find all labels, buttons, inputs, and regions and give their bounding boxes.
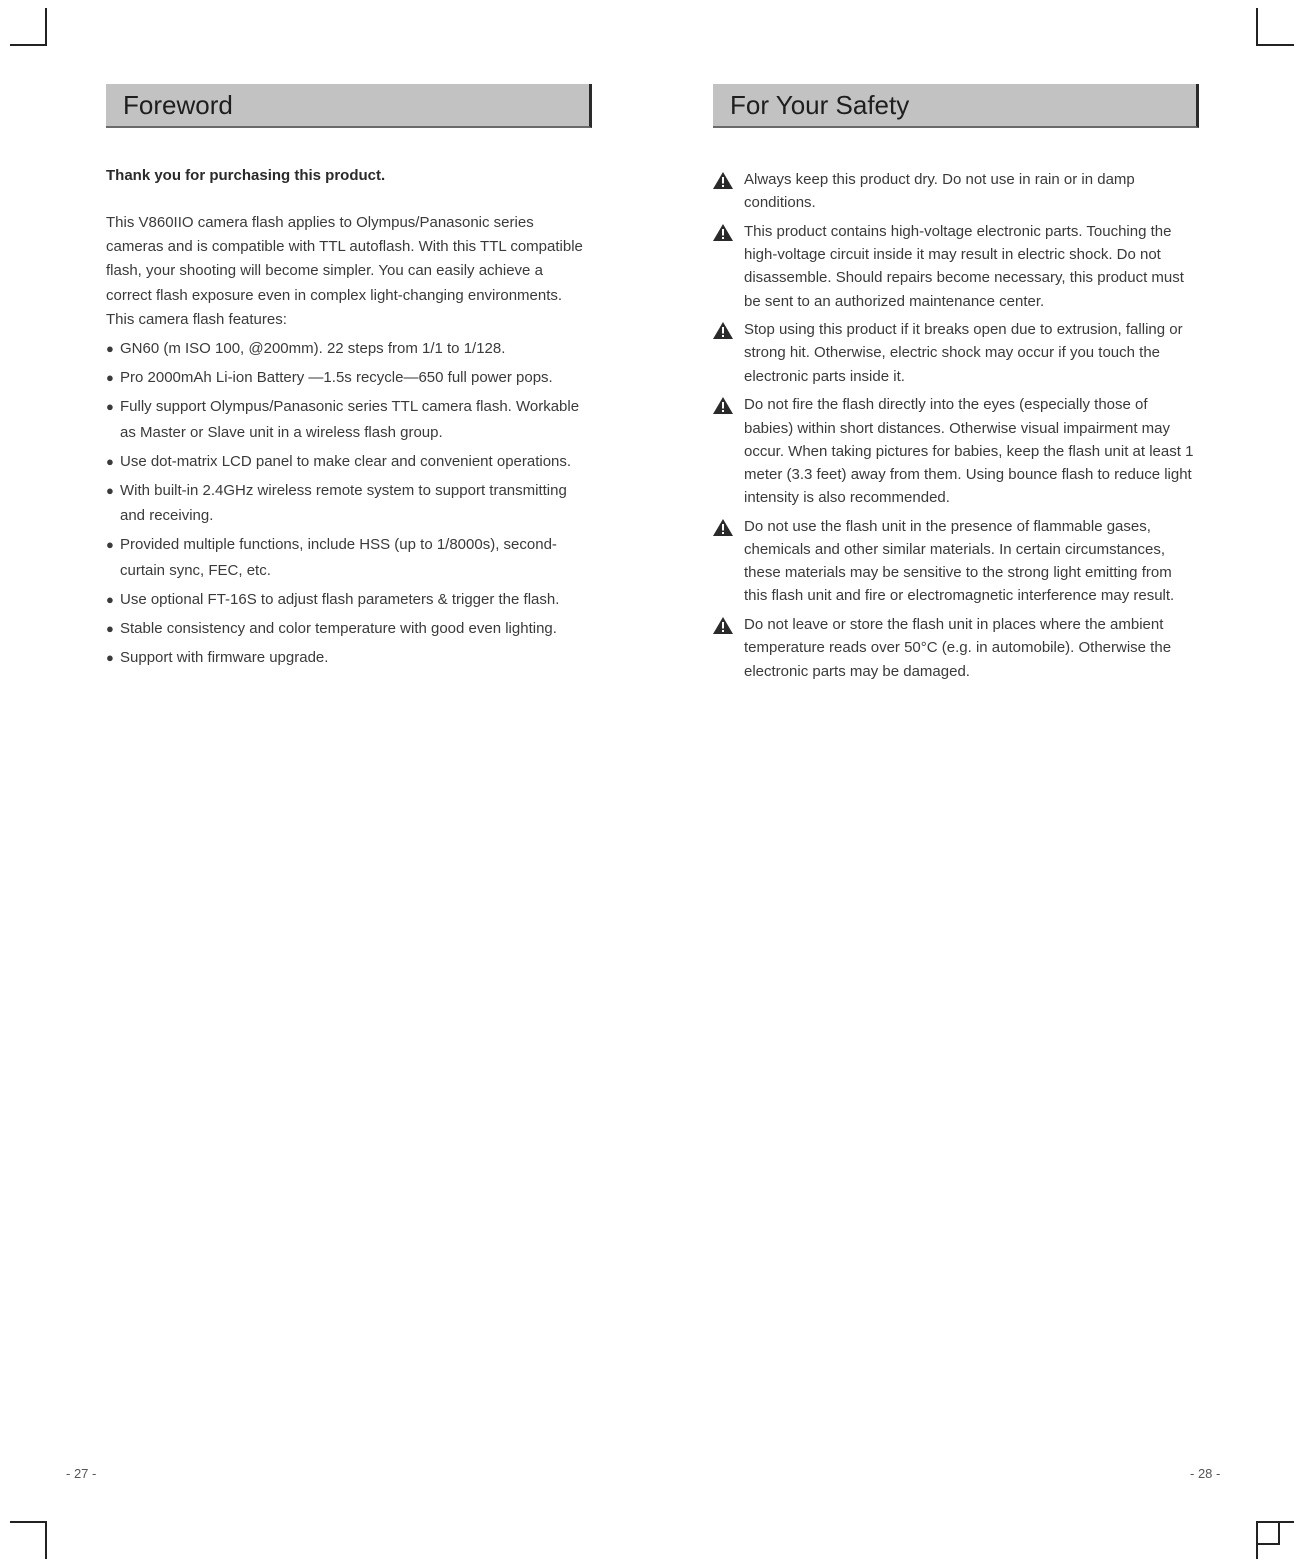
feature-text: Stable consistency and color temperature with good even lighting. (120, 619, 557, 637)
feature-text: Use dot-matrix LCD panel to make clear and convenient operations. (120, 452, 572, 470)
safety-text: Stop using this product if it breaks open due to extrusion, falling or strong hit. Otherwise, electric shock may occur if you touch the electronic parts inside it. (744, 321, 1183, 385)
feature-item (106, 365, 592, 391)
bullet-icon: ● (106, 341, 114, 357)
intro-paragraph: This V860IIO camera flash applies to Olympus/Panasonic series cameras and is compatible with TTL autoflash. With this TTL compatible flash, your shooting will become simpler. You can easily achieve a correct flash exposure even in complex light-changing environments. This camera flash features: (106, 214, 583, 328)
safety-list (713, 168, 1199, 683)
feature-item (106, 616, 592, 642)
safety-text: Do not fire the flash directly into the eyes (especially those of babies) within short distances. Otherwise visual impairment may occur. When taking pictures for babies, keep the flash unit at least 1 meter (3.3 feet) away from them. Using bounce flash to reduce light intensity is also recommended. (744, 396, 1194, 507)
warning-triangle-icon (713, 617, 733, 634)
feature-text: Support with firmware upgrade. (120, 648, 329, 666)
safety-item (713, 613, 1199, 683)
safety-item (713, 393, 1199, 509)
safety-text: This product contains high-voltage electronic parts. Touching the high-voltage circuit inside it may result in electric shock. Do not disassemble. Should repairs become necessary, this product must be sent to an authorized maintenance center. (744, 222, 1184, 310)
feature-item (106, 478, 592, 529)
feature-text: With built-in 2.4GHz wireless remote system to support transmitting and receiving. (120, 481, 567, 525)
safety-title: For Your Safety (730, 89, 910, 120)
bullet-icon: ● (106, 482, 114, 498)
foreword-section (106, 84, 592, 674)
safety-text: Do not use the flash unit in the presence of flammable gases, chemicals and other similar materials. In certain circumstances, these materials may be sensitive to the strong light emitting from this flash unit and fire or electromagnetic interference may result. (744, 517, 1175, 605)
foreword-title: Foreword (123, 89, 233, 120)
bullet-icon: ● (106, 591, 114, 607)
crop-mark-top-left (45, 8, 47, 46)
warning-triangle-icon (713, 397, 733, 414)
feature-item (106, 336, 592, 362)
foreword-heading (106, 84, 592, 128)
features-list (106, 336, 592, 670)
feature-text: Use optional FT-16S to adjust flash parameters & trigger the flash. (120, 590, 560, 608)
bullet-icon: ● (106, 620, 114, 636)
warning-triangle-icon (713, 519, 733, 536)
page-number-left: - 27 - (66, 1466, 97, 1481)
safety-item (713, 515, 1199, 608)
crop-mark-bottom-left (10, 1521, 47, 1523)
crop-mark-top-left (10, 44, 47, 46)
warning-triangle-icon (713, 224, 733, 241)
bullet-icon: ● (106, 399, 114, 415)
feature-item (106, 449, 592, 475)
crop-mark-top-right (1256, 44, 1294, 46)
feature-text: Provided multiple functions, include HSS (up to 1/8000s), second-curtain sync, FEC, etc. (120, 536, 557, 579)
feature-text: Pro 2000mAh Li-ion Battery —1.5s recycle—650 full power pops. (120, 369, 553, 387)
page-number-right: - 28 - (1190, 1466, 1221, 1481)
bullet-icon: ● (106, 370, 114, 386)
feature-item (106, 645, 592, 671)
bullet-icon: ● (106, 453, 114, 469)
safety-text: Do not leave or store the flash unit in places where the ambient temperature reads over 50°C (e.g. in automobile). Otherwise the electronic parts may be damaged. (744, 616, 1172, 680)
safety-item (713, 220, 1199, 313)
crop-mark-bottom-right-box (1256, 1521, 1280, 1545)
feature-text: GN60 (m ISO 100, @200mm). 22 steps from 1/1 to 1/128. (120, 340, 506, 358)
feature-text: Fully support Olympus/Panasonic series TTL camera flash. Workable as Master or Slave unit in a wireless flash group. (120, 398, 580, 441)
feature-item (106, 587, 592, 613)
crop-mark-top-right (1256, 8, 1258, 46)
warning-triangle-icon (713, 322, 733, 339)
safety-heading (713, 84, 1199, 128)
safety-text: Always keep this product dry. Do not use in rain or in damp conditions. (744, 171, 1135, 212)
safety-section (713, 84, 1199, 688)
bullet-icon: ● (106, 537, 114, 553)
crop-mark-bottom-left (45, 1521, 47, 1559)
safety-item (713, 168, 1199, 214)
safety-item (713, 318, 1199, 388)
bullet-icon: ● (106, 649, 114, 665)
thank-you-line: Thank you for purchasing this product. (106, 167, 386, 184)
warning-triangle-icon (713, 172, 733, 189)
feature-item (106, 532, 592, 583)
feature-item (106, 394, 592, 445)
